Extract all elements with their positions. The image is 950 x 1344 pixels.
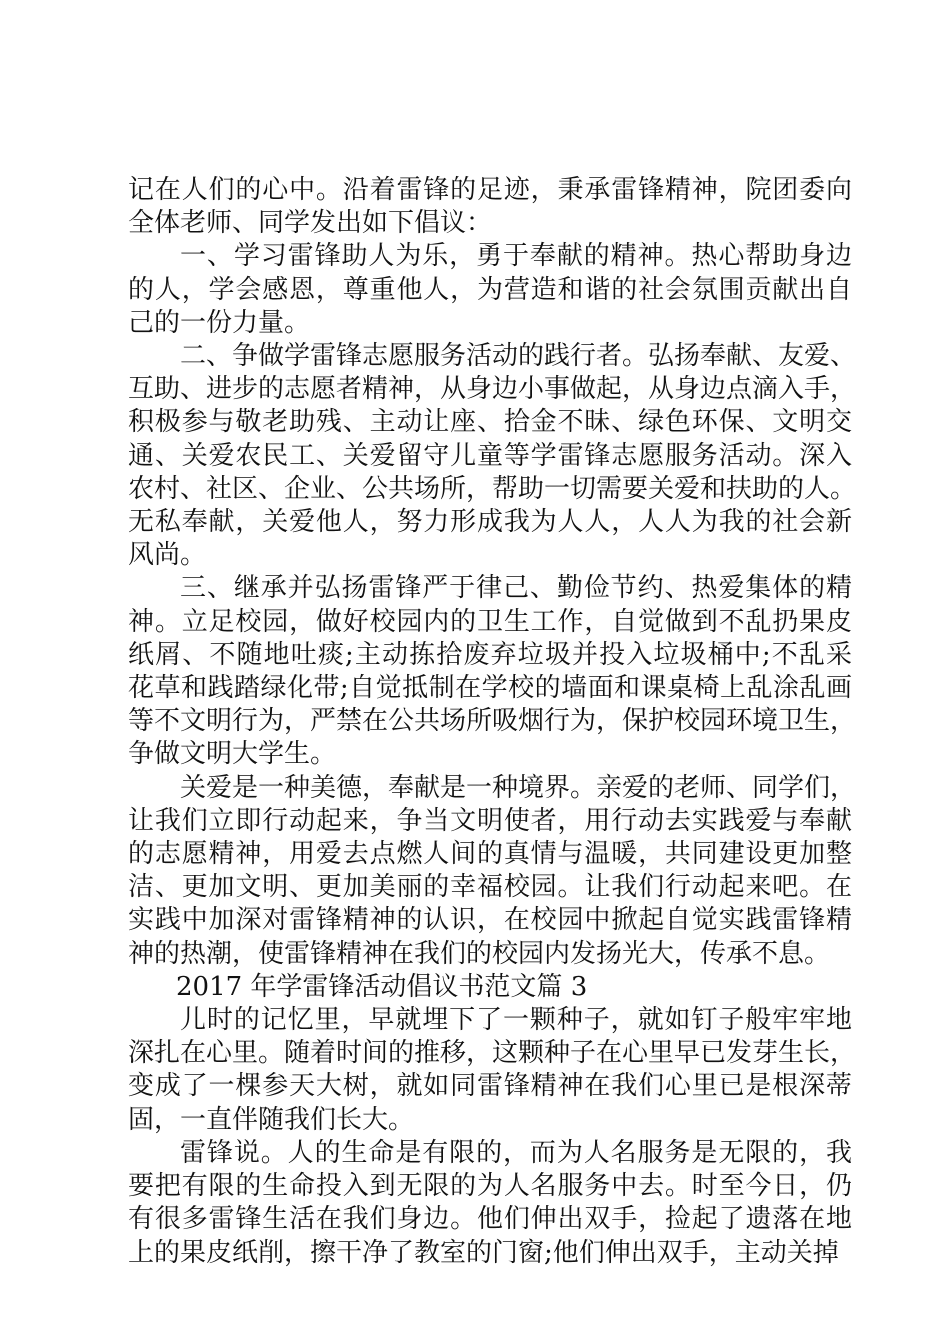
paragraph <box>128 340 857 572</box>
paragraph-line: 深扎在心里。随着时间的推移，这颗种子在心里早已发芽生长， <box>128 1038 857 1069</box>
paragraph-line: 神。立足校园，做好校园内的卫生工作，自觉做到不乱扔果皮 <box>128 606 852 637</box>
paragraph-line: 要把有限的生命投入到无限的为人名服务中去。时至今日，仍 <box>128 1171 852 1202</box>
paragraph-line: 积极参与敬老助残、主动让座、拾金不昧、绿色环保、文明交 <box>128 407 852 438</box>
paragraph <box>128 772 857 971</box>
paragraph-line: 纸屑、不随地吐痰;主动拣拾废弃垃圾并投入垃圾桶中;不乱采 <box>128 639 852 670</box>
paragraph-line: 儿时的记忆里，早就埋下了一颗种子，就如钉子般牢牢地 <box>180 1005 852 1036</box>
paragraph-line: 风尚。 <box>128 540 207 571</box>
paragraph-line: 让我们立即行动起来，争当文明使者，用行动去实践爱与奉献 <box>128 805 852 836</box>
paragraph-line: 花草和践踏绿化带;自觉抵制在学校的墙面和课桌椅上乱涂乱画 <box>128 673 852 704</box>
paragraph-line: 的志愿精神，用爱去点燃人间的真情与温暖，共同建设更加整 <box>128 839 852 870</box>
paragraph-line: 变成了一棵参天大树，就如同雷锋精神在我们心里已是根深蒂 <box>128 1071 852 1102</box>
paragraph-line: 无私奉献，关爱他人，努力形成我为人人，人人为我的社会新 <box>128 507 852 538</box>
paragraph-line: 关爱是一种美德，奉献是一种境界。亲爱的老师、同学们， <box>180 772 857 803</box>
paragraph-line: 记在人们的心中。沿着雷锋的足迹，秉承雷锋精神，院团委向 <box>128 175 852 205</box>
paragraph <box>128 1004 857 1137</box>
section-heading <box>128 971 852 1004</box>
paragraph-line: 全体老师、同学发出如下倡议： <box>128 208 493 239</box>
paragraph-line: 互助、进步的志愿者精神，从身边小事做起，从身边点滴入手， <box>128 374 857 405</box>
paragraph-line: 雷锋说。人的生命是有限的，而为人名服务是无限的，我 <box>180 1137 852 1168</box>
paragraph-line: 二、争做学雷锋志愿服务活动的践行者。弘扬奉献、友爱、 <box>180 341 857 372</box>
paragraph-line: 等不文明行为，严禁在公共场所吸烟行为，保护校园环境卫生， <box>128 706 857 737</box>
paragraph-line: 洁、更加文明、更加美丽的幸福校园。让我们行动起来吧。在 <box>128 872 852 903</box>
paragraph <box>128 174 852 240</box>
paragraph-line: 实践中加深对雷锋精神的认识，在校园中掀起自觉实践雷锋精 <box>128 905 852 936</box>
paragraph-line: 的人，学会感恩，尊重他人，为营造和谐的社会氛围贡献出自 <box>128 274 852 305</box>
paragraph-line: 农村、社区、企业、公共场所，帮助一切需要关爱和扶助的人。 <box>128 473 857 504</box>
paragraph <box>128 1137 852 1270</box>
paragraph-line: 神的热潮，使雷锋精神在我们的校园内发扬光大，传承不息。 <box>128 938 831 969</box>
paragraph-line: 固，一直伴随我们长大。 <box>128 1104 415 1135</box>
paragraph <box>128 240 852 340</box>
paragraph <box>128 572 857 771</box>
paragraph-line: 争做文明大学生。 <box>128 739 337 770</box>
paragraph-line: 一、学习雷锋助人为乐，勇于奉献的精神。热心帮助身边 <box>180 241 852 272</box>
document-body <box>128 174 857 1270</box>
paragraph-line: 有很多雷锋生活在我们身边。他们伸出双手，捡起了遗落在地 <box>128 1204 852 1235</box>
heading-text: 2017 年学雷锋活动倡议书范文篇 3 <box>176 971 588 1002</box>
paragraph-line: 通、关爱农民工、关爱留守儿童等学雷锋志愿服务活动。深入 <box>128 440 852 471</box>
paragraph-line: 上的果皮纸削，擦干净了教室的门窗;他们伸出双手，主动关掉 <box>128 1237 839 1268</box>
paragraph-line: 三、继承并弘扬雷锋严于律己、勤俭节约、热爱集体的精 <box>180 573 852 604</box>
paragraph-line: 己的一份力量。 <box>128 307 311 338</box>
